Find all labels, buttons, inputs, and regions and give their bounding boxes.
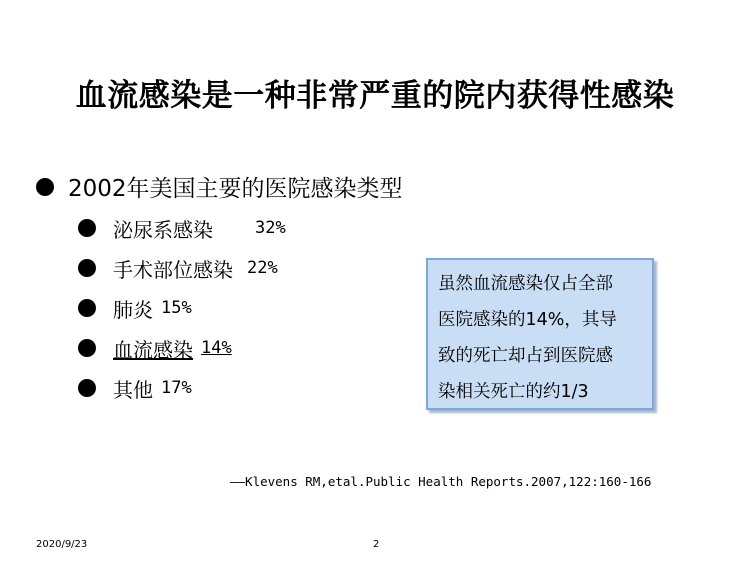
list-item [78, 328, 286, 368]
list-item [78, 248, 286, 288]
item-value: 32% [255, 218, 286, 238]
callout-line: 虽然血流感染仅占全部 [438, 274, 613, 294]
item-value: 22% [247, 258, 278, 278]
item-value: 15% [161, 298, 192, 318]
list-item [78, 368, 286, 408]
bullet-dot [78, 219, 96, 237]
bullet-dot [78, 299, 96, 317]
slide-title: 血流感染是一种非常严重的院内获得性感染 [75, 78, 675, 114]
bullet-dot [78, 379, 96, 397]
footer-date: 2020/9/23 [36, 539, 88, 550]
callout-line: 染相关死亡的约1/3 [438, 382, 589, 402]
item-value: 14% [201, 338, 232, 358]
item-label: 手术部位感染 [113, 257, 233, 282]
item-label: 泌尿系感染 [113, 217, 213, 242]
callout-box [426, 258, 654, 410]
main-bullet [36, 170, 403, 203]
callout-line: 医院感染的14%，其导 [438, 310, 617, 330]
item-label: 肺炎 [113, 297, 153, 322]
item-label: 血流感染 [113, 337, 193, 362]
main-bullet-text: 2002年美国主要的医院感染类型 [68, 176, 403, 202]
list-item [78, 288, 286, 328]
item-value: 17% [161, 378, 192, 398]
callout-line: 致的死亡却占到医院感 [438, 346, 613, 366]
list-item [78, 208, 286, 248]
infection-type-list [78, 208, 286, 408]
bullet-dot [78, 339, 96, 357]
bullet-dot [36, 178, 54, 196]
item-label: 其他 [113, 377, 153, 402]
bullet-dot [78, 259, 96, 277]
page-number: 2 [373, 539, 380, 550]
citation: ——Klevens RM,etal.Public Health Reports.2007,122:160-166 [230, 474, 652, 489]
